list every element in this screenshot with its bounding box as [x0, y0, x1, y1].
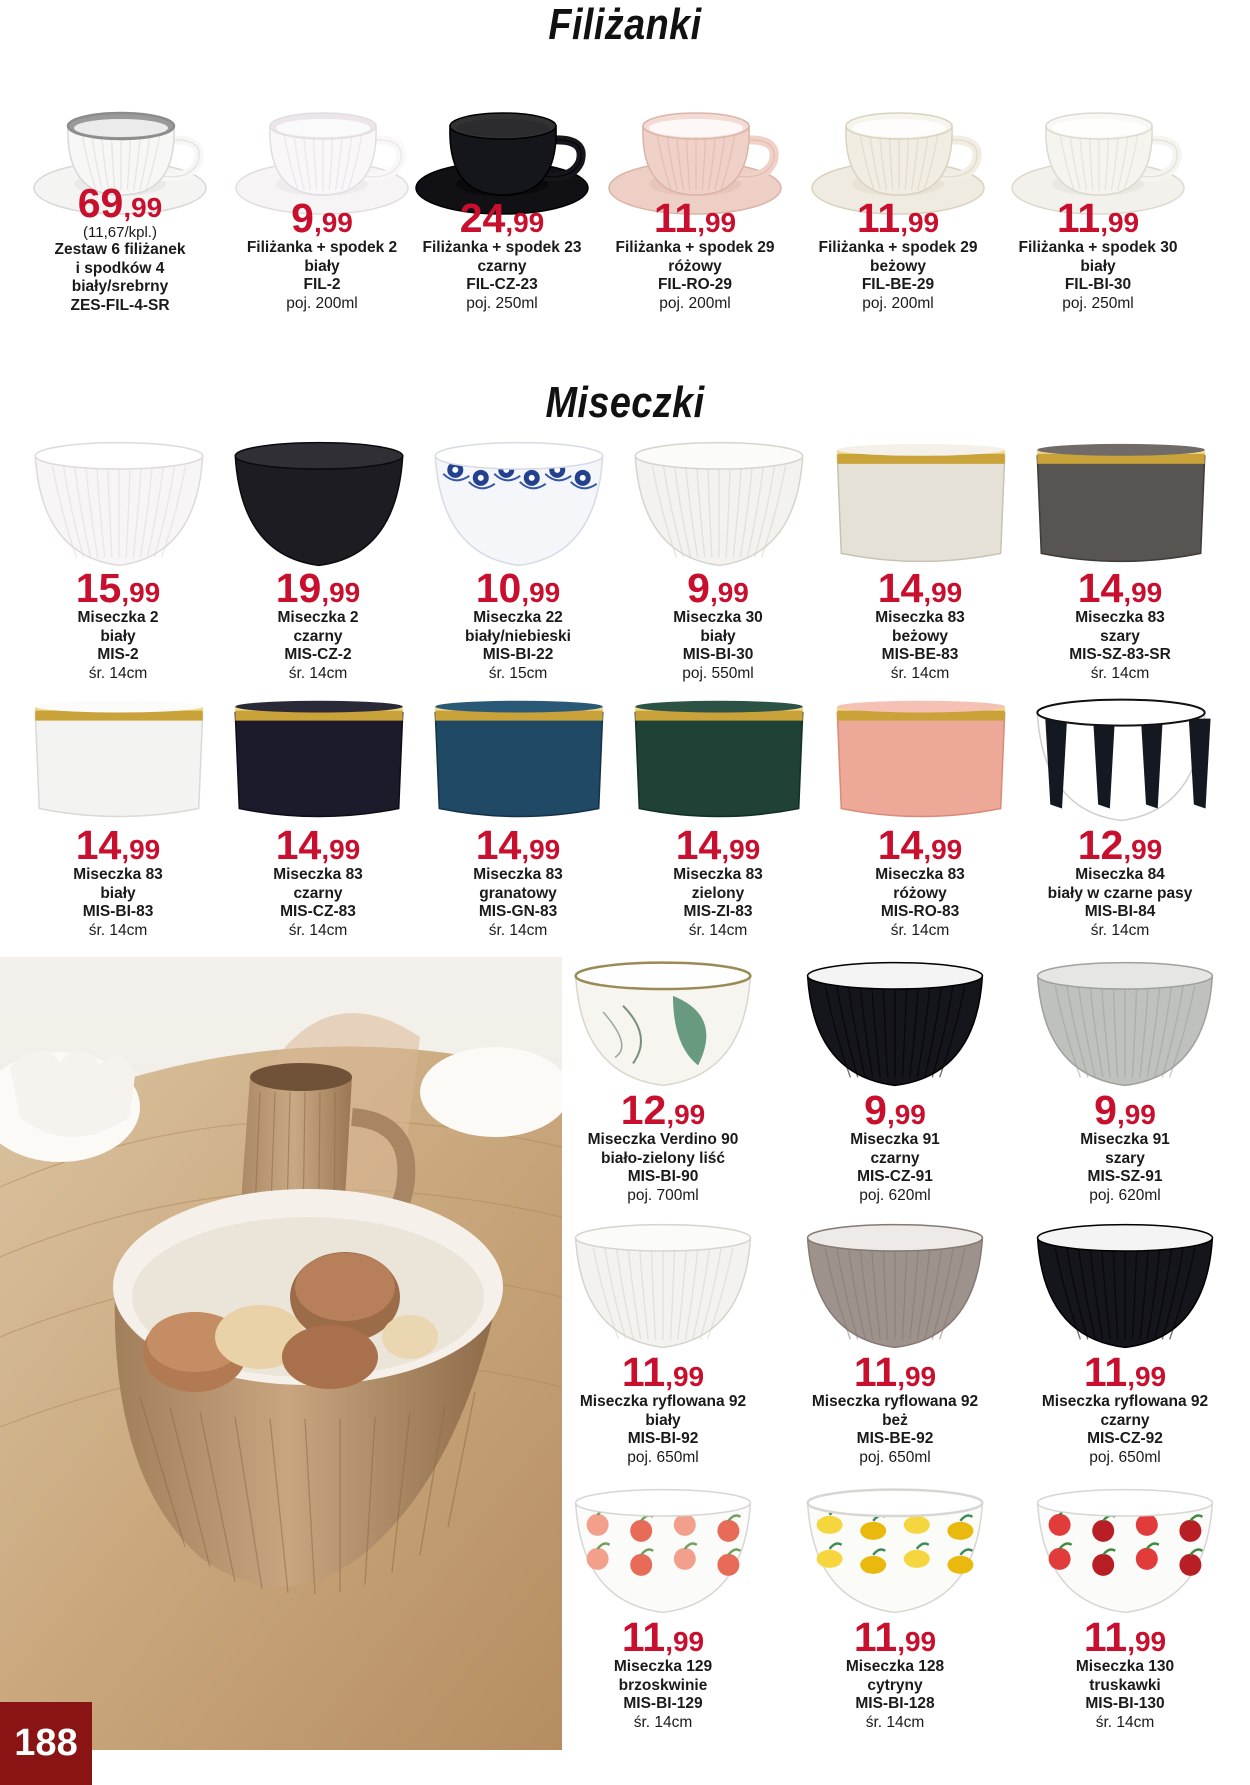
- product-name: Filiżanka + spodek 2: [246, 239, 398, 256]
- bowl-image: [800, 1487, 990, 1624]
- product-capacity: poj. 550ml: [682, 664, 754, 682]
- product-name: Miseczka 91: [1080, 1131, 1170, 1148]
- bowl-image: [800, 960, 990, 1097]
- product-name: Miseczka ryflowana 92: [579, 1393, 747, 1410]
- product-code: MIS-BI-83: [82, 903, 154, 920]
- product-name: Miseczka 22: [473, 609, 563, 626]
- product-capacity: poj. 200ml: [659, 294, 731, 312]
- price-decimal: ,99: [1123, 834, 1163, 865]
- product-code: MIS-BI-30: [682, 646, 754, 663]
- bowl-image: [228, 440, 410, 577]
- price: [12, 180, 228, 226]
- bowl-image: [1030, 440, 1212, 577]
- product-name: Filiżanka + spodek 30: [1018, 239, 1178, 256]
- price-decimal: ,99: [897, 1626, 937, 1657]
- price-decimal: ,99: [121, 577, 161, 608]
- product-variant: biały: [645, 1411, 681, 1429]
- product-name: Miseczka 83: [875, 866, 965, 883]
- product-name: Miseczka 83: [673, 866, 763, 883]
- price: [1020, 1087, 1230, 1133]
- product-name: Miseczka 83: [875, 609, 965, 626]
- price-decimal: ,99: [123, 192, 163, 223]
- product-card: [218, 440, 418, 680]
- product-capacity: poj. 200ml: [862, 294, 934, 312]
- product-variant: biały: [304, 257, 340, 275]
- product-name: Miseczka 128: [845, 1658, 945, 1675]
- price-decimal: ,99: [709, 577, 749, 608]
- price: [558, 1087, 768, 1133]
- product-card: [1020, 960, 1230, 1220]
- lifestyle-photo: [0, 957, 562, 1750]
- product-variant: czarny: [293, 884, 343, 902]
- product-capacity: śr. 14cm: [1095, 1713, 1155, 1731]
- bowl-image: [428, 697, 610, 832]
- product-name: Miseczka 83: [73, 866, 163, 883]
- product-name: Miseczka 83: [1075, 609, 1165, 626]
- product-variant: biało-zielony liść: [600, 1149, 726, 1167]
- price: [1020, 1349, 1230, 1395]
- product-card: [1020, 1222, 1230, 1482]
- product-variant: i spodków 4: [75, 259, 165, 277]
- price-decimal: ,99: [1116, 1099, 1156, 1130]
- product-card: [790, 1487, 1000, 1747]
- product-card: [12, 80, 228, 330]
- lifestyle-illustration: [0, 957, 562, 1750]
- price-decimal: ,99: [897, 1361, 937, 1392]
- price: [1020, 565, 1220, 611]
- price-integer: 9: [291, 195, 314, 241]
- bowl-image: [568, 960, 758, 1097]
- product-card: [618, 697, 818, 937]
- price-integer: 24: [459, 195, 506, 241]
- product-card: [558, 1487, 768, 1747]
- bowl-image: [1030, 697, 1212, 832]
- product-name: Filiżanka + spodek 23: [422, 239, 582, 256]
- price: [587, 195, 803, 241]
- price-integer: 11: [853, 1614, 898, 1660]
- price-integer: 14: [1077, 565, 1124, 611]
- product-card: [1020, 1487, 1230, 1747]
- price-integer: 11: [1083, 1614, 1128, 1660]
- price: [820, 565, 1020, 611]
- bowl-image: [28, 440, 210, 577]
- product-variant: biały/niebieski: [465, 627, 571, 645]
- price-integer: 11: [1083, 1349, 1128, 1395]
- product-code: MIS-GN-83: [478, 903, 558, 920]
- product-capacity: śr. 14cm: [488, 921, 548, 939]
- price: [418, 822, 618, 868]
- product-code: MIS-BI-84: [1084, 903, 1156, 920]
- price: [790, 1087, 1000, 1133]
- price-integer: 14: [675, 822, 722, 868]
- price-integer: 69: [77, 180, 124, 226]
- product-capacity: śr. 14cm: [688, 921, 748, 939]
- product-variant: beż: [882, 1411, 908, 1429]
- product-code: MIS-RO-83: [880, 903, 960, 920]
- product-capacity: śr. 14cm: [890, 921, 950, 939]
- product-name: Miseczka 2: [77, 609, 159, 626]
- product-card: [587, 80, 803, 330]
- product-card: [790, 960, 1000, 1220]
- price: [618, 822, 818, 868]
- bowl-image: [830, 440, 1012, 577]
- product-variant: beżowy: [892, 627, 948, 645]
- product-variant: różowy: [893, 884, 947, 902]
- product-code: ZES-FIL-4-SR: [70, 296, 170, 314]
- price-decimal: ,99: [121, 834, 161, 865]
- product-variant: biały: [700, 627, 736, 645]
- price-decimal: ,99: [1100, 207, 1140, 238]
- product-name: Miseczka 130: [1075, 1658, 1175, 1675]
- price-integer: 12: [1077, 822, 1124, 868]
- product-code: MIS-SZ-83-SR: [1069, 646, 1171, 663]
- bowl-image: [28, 697, 210, 832]
- product-card: [218, 697, 418, 937]
- price: [790, 1614, 1000, 1660]
- product-capacity: śr. 14cm: [288, 921, 348, 939]
- product-capacity: śr. 14cm: [865, 1713, 925, 1731]
- price: [218, 822, 418, 868]
- price-decimal: ,99: [321, 834, 361, 865]
- page-number-badge: 188: [0, 1702, 92, 1785]
- product-name: Filiżanka + spodek 29: [615, 239, 775, 256]
- price: [790, 195, 1006, 241]
- product-code: MIS-2: [97, 646, 139, 663]
- product-variant: zielony: [691, 884, 745, 902]
- price: [618, 565, 818, 611]
- price-decimal: ,99: [665, 1626, 705, 1657]
- product-capacity: poj. 650ml: [1089, 1448, 1161, 1466]
- product-variant: szary: [1100, 627, 1140, 645]
- price-decimal: ,99: [666, 1099, 706, 1130]
- product-name: Miseczka 83: [273, 866, 363, 883]
- product-variant: cytryny: [867, 1676, 923, 1694]
- product-variant: truskawki: [1089, 1676, 1161, 1694]
- price-integer: 14: [877, 822, 924, 868]
- product-capacity: poj. 620ml: [859, 1186, 931, 1204]
- product-variant: szary: [1105, 1149, 1145, 1167]
- price: [18, 565, 218, 611]
- product-name: Miseczka 30: [673, 609, 763, 626]
- price-integer: 12: [620, 1087, 667, 1133]
- price-integer: 10: [475, 565, 522, 611]
- price-decimal: ,99: [923, 834, 963, 865]
- product-capacity: poj. 650ml: [859, 1448, 931, 1466]
- product-code: MIS-BE-92: [856, 1430, 934, 1447]
- product-code: FIL-RO-29: [657, 276, 733, 293]
- product-variant: beżowy: [870, 257, 926, 275]
- bowl-image: [800, 1222, 990, 1359]
- product-card: [558, 1222, 768, 1482]
- product-name: Miseczka ryflowana 92: [811, 1393, 979, 1410]
- product-variant: biały: [1080, 257, 1116, 275]
- product-name: Miseczka 129: [613, 1658, 713, 1675]
- product-code: MIS-BI-129: [623, 1695, 703, 1712]
- product-variant: biały: [100, 627, 136, 645]
- product-capacity: śr. 14cm: [1090, 664, 1150, 682]
- price-decimal: ,99: [665, 1361, 705, 1392]
- product-code: FIL-BE-29: [861, 276, 935, 293]
- product-capacity: poj. 250ml: [466, 294, 538, 312]
- price-decimal: ,99: [886, 1099, 926, 1130]
- price-integer: 11: [853, 1349, 898, 1395]
- product-code: MIS-BI-90: [627, 1168, 699, 1185]
- price: [394, 195, 610, 241]
- bowl-image: [1030, 960, 1220, 1097]
- price-decimal: ,99: [1127, 1361, 1167, 1392]
- product-card: [418, 697, 618, 937]
- product-variant: czarny: [293, 627, 343, 645]
- product-code: FIL-CZ-23: [466, 276, 538, 293]
- product-variant: czarny: [477, 257, 527, 275]
- product-capacity: śr. 14cm: [88, 921, 148, 939]
- product-name: Filiżanka + spodek 29: [818, 239, 978, 256]
- product-code: MIS-ZI-83: [683, 903, 753, 920]
- price-decimal: ,99: [321, 577, 361, 608]
- price-integer: 14: [275, 822, 322, 868]
- product-name: Miseczka ryflowana 92: [1041, 1393, 1209, 1410]
- product-capacity: poj. 700ml: [627, 1186, 699, 1204]
- price: [820, 822, 1020, 868]
- price-integer: 19: [275, 565, 322, 611]
- product-code: MIS-BI-128: [855, 1695, 935, 1712]
- bowl-image: [1030, 1222, 1220, 1359]
- price-integer: 11: [621, 1349, 666, 1395]
- price-decimal: ,99: [1127, 1626, 1167, 1657]
- price-integer: 11: [621, 1614, 666, 1660]
- product-card: [558, 960, 768, 1220]
- price: [18, 822, 218, 868]
- product-capacity: poj. 250ml: [1062, 294, 1134, 312]
- price-decimal: ,99: [697, 207, 737, 238]
- product-variant: czarny: [870, 1149, 920, 1167]
- product-name: Miseczka 83: [473, 866, 563, 883]
- price-integer: 14: [75, 822, 122, 868]
- bowl-image: [228, 697, 410, 832]
- product-name: Miseczka 84: [1075, 866, 1165, 883]
- product-card: [990, 80, 1206, 330]
- product-variant: biały w czarne pasy: [1047, 884, 1193, 902]
- product-code: MIS-CZ-83: [280, 903, 356, 920]
- price-decimal: ,99: [1123, 577, 1163, 608]
- product-capacity: śr. 14cm: [1090, 921, 1150, 939]
- price-decimal: ,99: [521, 577, 561, 608]
- product-capacity: śr. 14cm: [890, 664, 950, 682]
- product-variant: biały: [100, 884, 136, 902]
- product-card: [18, 440, 218, 680]
- product-capacity: śr. 15cm: [488, 664, 548, 682]
- product-name: Zestaw 6 filiżanek: [54, 241, 186, 258]
- product-card: [618, 440, 818, 680]
- price-integer: 9: [687, 565, 710, 611]
- price: [558, 1614, 768, 1660]
- bowl-image: [568, 1487, 758, 1624]
- product-capacity: poj. 620ml: [1089, 1186, 1161, 1204]
- product-code: FIL-2: [303, 276, 341, 293]
- product-code: FIL-BI-30: [1064, 276, 1132, 293]
- price-integer: 14: [877, 565, 924, 611]
- price-integer: 11: [1056, 195, 1101, 241]
- product-variant: czarny: [1100, 1411, 1150, 1429]
- product-card: [418, 440, 618, 680]
- product-code: MIS-SZ-91: [1087, 1168, 1163, 1185]
- price-decimal: ,99: [313, 207, 353, 238]
- price-integer: 11: [653, 195, 698, 241]
- product-card: [820, 440, 1020, 680]
- price: [790, 1349, 1000, 1395]
- product-capacity: śr. 14cm: [88, 664, 148, 682]
- product-code: MIS-CZ-92: [1087, 1430, 1163, 1447]
- price-integer: 9: [864, 1087, 887, 1133]
- price-integer: 11: [856, 195, 901, 241]
- price: [218, 565, 418, 611]
- bowl-image: [568, 1222, 758, 1359]
- product-name: Miseczka 2: [277, 609, 359, 626]
- product-card: [18, 697, 218, 937]
- price: [990, 195, 1206, 241]
- product-card: [790, 1222, 1000, 1482]
- price-decimal: ,99: [900, 207, 940, 238]
- bowl-image: [428, 440, 610, 577]
- price: [558, 1349, 768, 1395]
- product-capacity: śr. 14cm: [633, 1713, 693, 1731]
- product-card: [394, 80, 610, 330]
- product-variant: brzoskwinie: [618, 1676, 708, 1694]
- product-variant: granatowy: [479, 884, 557, 902]
- product-capacity: śr. 14cm: [288, 664, 348, 682]
- product-code: MIS-BI-130: [1085, 1695, 1165, 1712]
- product-name: Miseczka Verdino 90: [587, 1131, 739, 1148]
- product-capacity: poj. 200ml: [286, 294, 358, 312]
- price: [1020, 1614, 1230, 1660]
- price-integer: 14: [475, 822, 522, 868]
- price-integer: 15: [75, 565, 122, 611]
- price-integer: 9: [1094, 1087, 1117, 1133]
- bowl-image: [830, 697, 1012, 832]
- product-card: [1020, 697, 1220, 937]
- product-variant-2: biały/srebrny: [71, 278, 169, 295]
- product-code: MIS-CZ-2: [284, 646, 352, 663]
- price: [418, 565, 618, 611]
- product-name: Miseczka 91: [850, 1131, 940, 1148]
- product-code: MIS-BI-92: [627, 1430, 699, 1447]
- bowl-image: [1030, 1487, 1220, 1624]
- price-decimal: ,99: [505, 207, 545, 238]
- price-decimal: ,99: [521, 834, 561, 865]
- product-code: MIS-CZ-91: [857, 1168, 933, 1185]
- product-code: MIS-BE-83: [881, 646, 959, 663]
- price-decimal: ,99: [721, 834, 761, 865]
- product-code: MIS-BI-22: [482, 646, 554, 663]
- product-capacity: poj. 650ml: [627, 1448, 699, 1466]
- bowls-section-title: Miseczki: [545, 378, 705, 427]
- cups-section-title: Filiżanki: [548, 0, 702, 49]
- price-decimal: ,99: [923, 577, 963, 608]
- bowl-image: [628, 440, 810, 577]
- product-card: [1020, 440, 1220, 680]
- bowl-image: [628, 697, 810, 832]
- unit-price: (11,67/kpl.): [83, 224, 157, 241]
- product-card: [790, 80, 1006, 330]
- product-variant: różowy: [668, 257, 722, 275]
- product-card: [820, 697, 1020, 937]
- price: [1020, 822, 1220, 868]
